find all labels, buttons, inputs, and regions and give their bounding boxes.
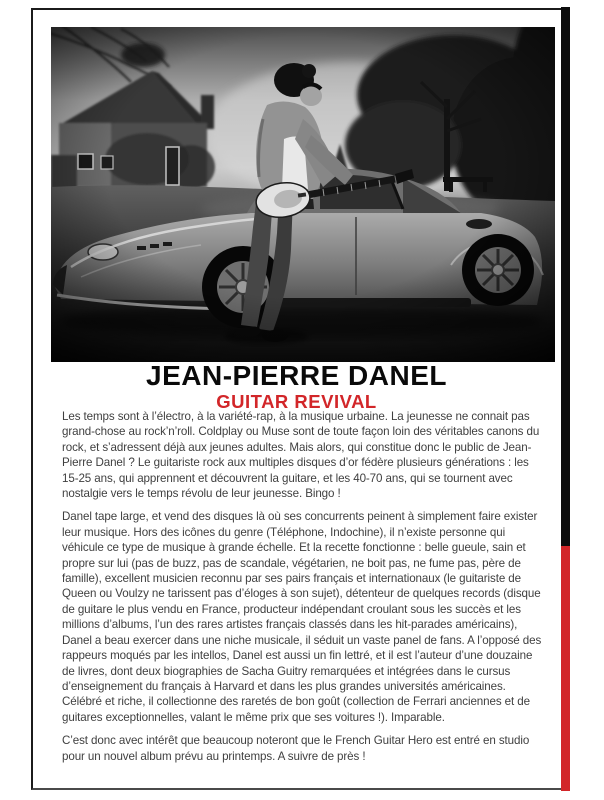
headline-block xyxy=(32,361,561,412)
edge-bar-black-segment xyxy=(561,7,570,546)
article-body xyxy=(62,409,543,764)
article-title: JEAN-PIERRE DANEL xyxy=(146,360,447,391)
article-photo xyxy=(51,27,555,362)
paragraph-3: C’est donc avec intérêt que beaucoup noteront que le French Guitar Hero est entré en studio pour un nouvel album prévu au printemps. A suivre de près ! xyxy=(62,734,530,763)
edge-accent-bar xyxy=(561,7,570,791)
article-subtitle: GUITAR REVIVAL xyxy=(216,391,377,412)
photo-illustration xyxy=(51,27,555,362)
edge-bar-red-segment xyxy=(561,546,570,791)
paragraph-2: Danel tape large, et vend des disques là où ses concurrents peinent à simplement faire exister leur musique. Hors des icônes du genre (Téléphone, Indochine), il n’existe personne qui véhicule ce type de musique à grande échelle. Et la recette fonctionne : belle gueule, sain et propre sur lui (pas de buzz, pas de scandale, végétarien, ne boit pas, ne fume pas, père de famille), excellent musicien reconnu par ses pairs français et internationaux (le guitariste de Queen ou Voulzy ne tarissent pas d’éloges à son sujet), détenteur de quelques records (disque de guitare le plus vendu en France, producteur indépendant croulant sous les succès et les millions d’albums, l’un des rares artistes français classés dans les hit-parades américains), Danel a beau exercer dans une niche musicale, il séduit un vaste panel de fans. A l’opposé des rappeurs moqués par les intellos, Danel est aussi un fin lettré, et il est l’auteur d’une douzaine de livres, dont deux biographies de Sacha Guitry remarquées et intégrées dans le cursus d’enseignement du français à Harvard et dans les plus grandes universités américaines. Célébré et riche, il collectionne des raretés de bon goût (collection de Ferrari anciennes et de guitares exceptionnelles, valant le même prix que ses voitures !). Imparable. xyxy=(62,510,542,724)
paragraph-1: Les temps sont à l’électro, à la variété-rap, à la musique urbaine. La jeunesse ne connait pas grand-chose au rock’n’roll. Coldplay ou Muse sont de toute façon loin des véritables canons du rock, et s’adressent déjà aux jeunes adultes. Mais alors, qui constitue donc le public de Jean-Pierre Danel ? Le guitariste rock aux multiples disques d’or fédère plusieurs générations : les 15-25 ans, qui apprennent et découvrent la guitare, et les 40-70 ans, qui se tournent avec nostalgie vers le temps révolu de leur jeunesse. Bingo ! xyxy=(62,410,540,501)
